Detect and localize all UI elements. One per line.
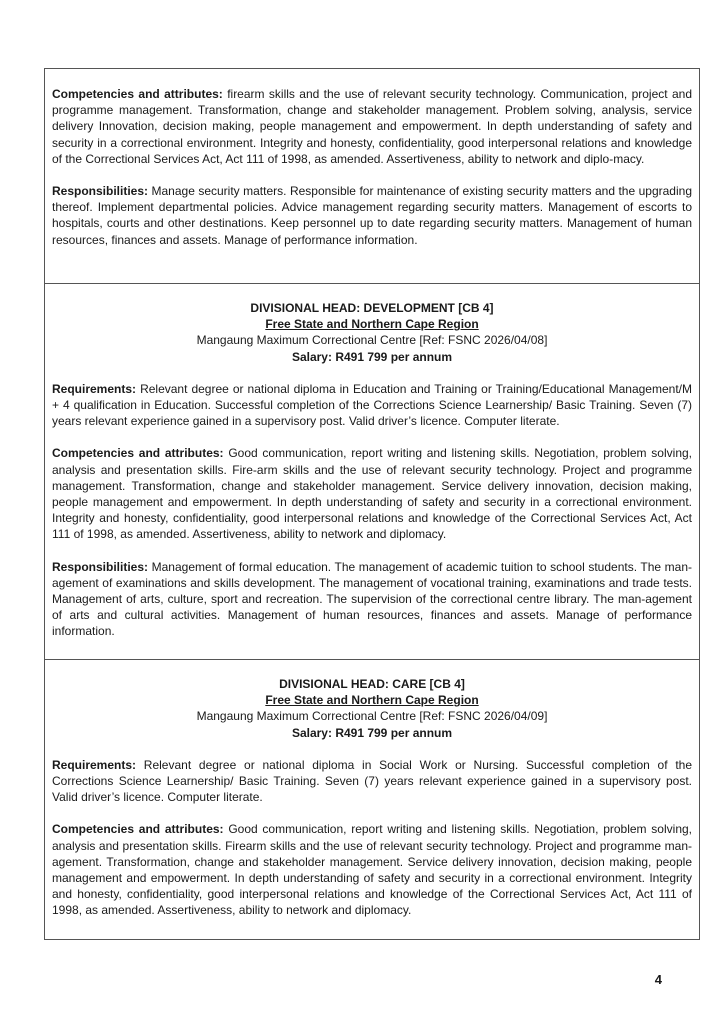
salary: Salary: R491 799 per annum xyxy=(291,725,453,740)
responsibilities-paragraph xyxy=(52,183,692,248)
responsibilities-paragraph xyxy=(52,559,692,640)
vacancy-table xyxy=(44,68,700,940)
vacancy-header xyxy=(52,300,692,365)
vacancy-continuation-section xyxy=(45,69,699,283)
post-title: DIVISIONAL HEAD: DEVELOPMENT [CB 4] xyxy=(250,301,494,315)
responsibilities-text: Management of formal education. The management of academic tuition to school students. The man-agement of examinations and skills development. The management of vocational training, examinations and trade tests. Management of arts, culture, sport and recreation. The supervision of the correctional centre library. The man-agement of arts and cultural activities. Management of human resources, finances and assets. Manage of performance information. xyxy=(52,559,692,639)
vacancy-care-section xyxy=(45,659,699,939)
requirements-label: Requirements: xyxy=(52,381,137,396)
competencies-text: firearm skills and the use of relevant security technology. Communication, project and programme management. Transformation, change and stakeholder management. Problem solving, analysis, service delivery Innovation, decision making, people management and empowerment. In depth understanding of safety and security in a correctional environment. Integrity and honesty, confidentiality, good interpersonal relations and knowledge of the Correctional Services Act, Act 111 of 1998, as amended. Assertiveness, ability to network and diplo-macy. xyxy=(52,87,693,166)
region: Free State and Northern Cape Region xyxy=(265,693,479,708)
requirements-text: Relevant degree or national diploma in Education and Training or Training/Educational Management/M + 4 qualification in Education. Successful completion of the Corrections Science Learnership/ Basic Training. Seven (7) years relevant experience gained in a supervisory post. Valid driver’s licence. Computer literate. xyxy=(52,381,692,429)
centre-reference: Mangaung Maximum Correctional Centre [Ref: FSNC 2026/04/08] xyxy=(196,333,548,348)
vacancy-header xyxy=(52,676,692,741)
competencies-paragraph xyxy=(52,821,692,918)
competencies-label: Competencies and attributes: xyxy=(52,822,224,837)
post-title: DIVISIONAL HEAD: CARE [CB 4] xyxy=(279,677,465,691)
competencies-paragraph xyxy=(52,445,692,542)
competencies-label: Competencies and attributes: xyxy=(52,87,223,101)
requirements-text: Relevant degree or national diploma in Social Work or Nursing. Successful completion of the Corrections Science Learnership/ Basic Training. Seven (7) years relevant experience gained in a supervisory post. Valid driver’s licence. Computer literate. xyxy=(52,757,692,805)
competencies-paragraph xyxy=(52,86,692,167)
competencies-text: Good communication, report writing and listening skills. Negotiation, problem solving, analysis and presentation skills. Firearm skills and the use of relevant security technology. Project and programme man-agement. Transformation, change and stakeholder management. Service delivery innovation, decision making, people management and empowerment. In depth understanding of safety and security in a correctional environment. Integrity and honesty, confidentiality, good interpersonal relations and knowledge of the Correctional Services Act, Act 111 of 1998, as amended. Assertiveness, ability to network and diplomacy. xyxy=(52,822,692,918)
centre-reference: Mangaung Maximum Correctional Centre [Ref: FSNC 2026/04/09] xyxy=(196,709,548,724)
requirements-paragraph xyxy=(52,757,692,806)
page-number: 4 xyxy=(654,972,662,987)
salary: Salary: R491 799 per annum xyxy=(291,349,453,364)
responsibilities-label: Responsibilities: xyxy=(52,184,149,199)
region: Free State and Northern Cape Region xyxy=(265,317,479,332)
responsibilities-text: Manage security matters. Responsible for maintenance of existing security matters and the upgrading thereof. Implement departmental policies. Advice management regarding security matters. Management of escorts to hospitals, courts and other destinations. Keep personnel up to date regarding security matters. Management of human resources, finances and assets. Manage of performance information. xyxy=(52,184,692,247)
requirements-paragraph xyxy=(52,381,692,430)
vacancy-development-section xyxy=(45,283,699,659)
competencies-text: Good communication, report writing and listening skills. Negotiation, problem solving, analysis and presentation skills. Fire-arm skills and the use of relevant security technology. Project and programme management. Transformation, change and stakeholder management. Service delivery innovation, decision making, people management and empowerment. In depth understanding of safety and security in a correctional environment. Integrity and honesty, confidentiality, good interpersonal relations and knowledge of the Correctional Services Act, Act 111 of 1998, as amended. Assertiveness, ability to network and diplomacy. xyxy=(52,446,692,542)
requirements-label: Requirements: xyxy=(52,757,137,772)
competencies-label: Competencies and attributes: xyxy=(52,446,224,461)
responsibilities-label: Responsibilities: xyxy=(52,559,149,574)
